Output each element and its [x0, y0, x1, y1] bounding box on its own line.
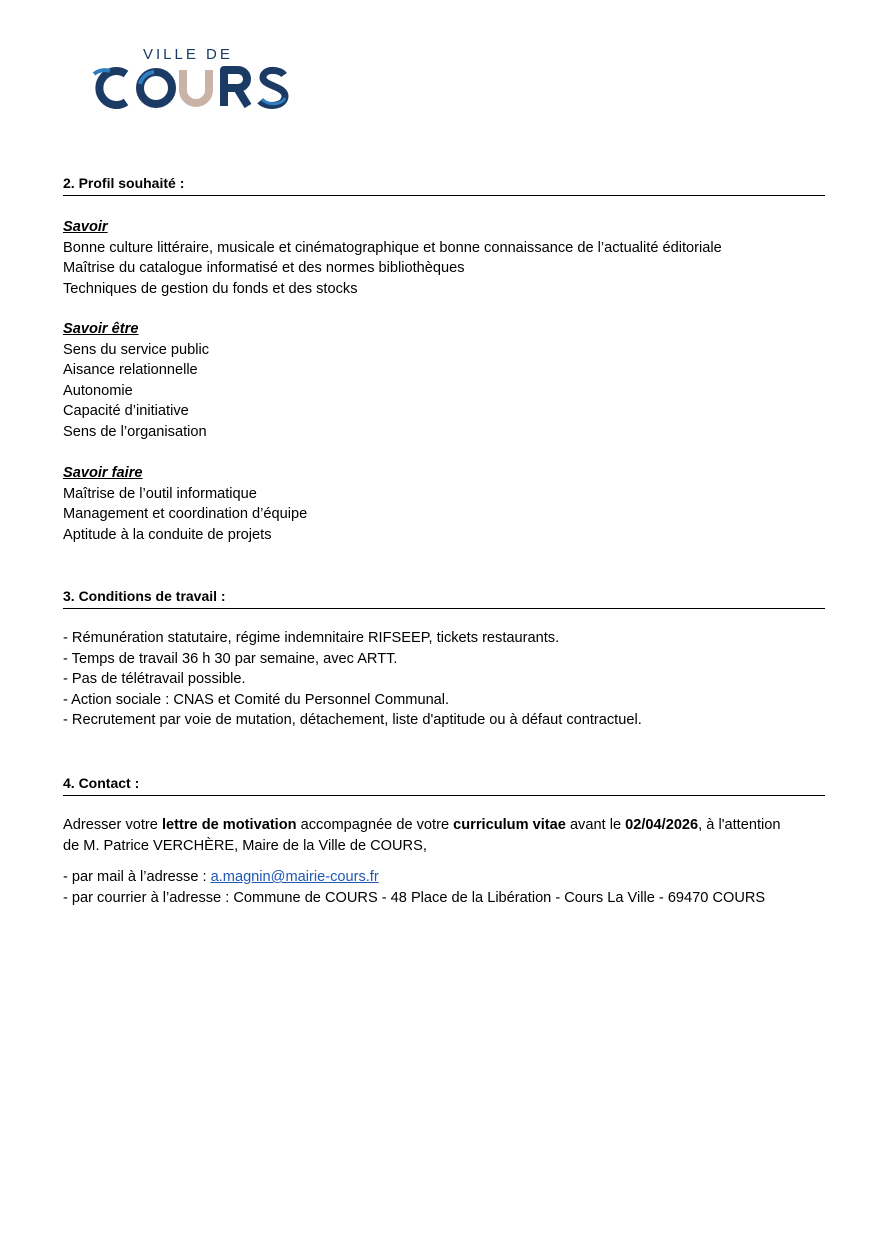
section-contact [63, 774, 825, 796]
savoir-faire-title: Savoir faire [63, 465, 143, 481]
savoir-etre-item: Capacité d’initiative [63, 403, 189, 419]
savoir-etre-item: Autonomie [63, 382, 133, 399]
deadline-date: 02/04/2026 [625, 817, 699, 833]
savoir-faire-item: Maîtrise de l’outil informatique [63, 485, 257, 502]
savoir-etre-item: Aisance relationnelle [63, 362, 198, 378]
logo-top-text: VILLE DE [143, 46, 233, 63]
contact-line-1: Adresser votre lettre de motivation accompagnée de votre curriculum vitae avant le 02/04/2026, à l'attention [63, 817, 781, 833]
contact-courrier-line: - par courrier à l’adresse : Commune de COURS - 48 Place de la Libération - Cours La Ville - 69470 COURS [63, 890, 766, 906]
ville-de-cours-logo [88, 46, 298, 112]
lettre-motivation: lettre de motivation [161, 817, 297, 833]
savoir-item: Bonne culture littéraire, musicale et cinématographique et bonne connaissance de l’actualité éditoriale [63, 239, 722, 256]
condition-item: - Pas de télétravail possible. [63, 671, 246, 687]
conditions-list [63, 628, 825, 731]
savoir-etre-item: Sens de l’organisation [63, 423, 207, 440]
savoir-faire-item: Aptitude à la conduite de projets [63, 526, 272, 543]
savoir-block [63, 217, 825, 299]
condition-item: - Recrutement par voie de mutation, détachement, liste d'aptitude ou à défaut contractuel. [63, 712, 642, 728]
savoir-etre-block [63, 319, 825, 442]
contact-line-2: de M. Patrice VERCHÈRE, Maire de la Ville de COURS, [63, 838, 427, 854]
contact-methods [63, 867, 825, 909]
condition-item: - Rémunération statutaire, régime indemnitaire RIFSEEP, tickets restaurants. [63, 630, 560, 646]
section-title-profil: 2. Profil souhaité : [63, 174, 825, 196]
email-link[interactable]: a.magnin@mairie-cours.fr [210, 869, 379, 885]
savoir-etre-title: Savoir être [63, 321, 139, 337]
savoir-faire-block [63, 463, 825, 545]
section-profil [63, 174, 825, 196]
cours-wordmark-icon [88, 64, 292, 112]
savoir-item: Maîtrise du catalogue informatisé et des normes bibliothèques [63, 260, 465, 276]
savoir-faire-item: Management et coordination d’équipe [63, 506, 308, 522]
condition-item: - Temps de travail 36 h 30 par semaine, avec ARTT. [63, 650, 398, 667]
section-conditions [63, 587, 825, 609]
curriculum-vitae: curriculum vitae [453, 817, 566, 833]
section-title-contact: 4. Contact : [63, 774, 825, 796]
savoir-item: Techniques de gestion du fonds et des stocks [63, 280, 358, 297]
condition-item: - Action sociale : CNAS et Comité du Personnel Communal. [63, 691, 450, 708]
savoir-title: Savoir [63, 219, 108, 235]
section-title-conditions: 3. Conditions de travail : [63, 587, 825, 609]
savoir-etre-item: Sens du service public [63, 341, 210, 358]
contact-paragraph [63, 815, 825, 857]
contact-mail-line: - par mail à l’adresse : a.magnin@mairie-cours.fr [63, 869, 379, 885]
